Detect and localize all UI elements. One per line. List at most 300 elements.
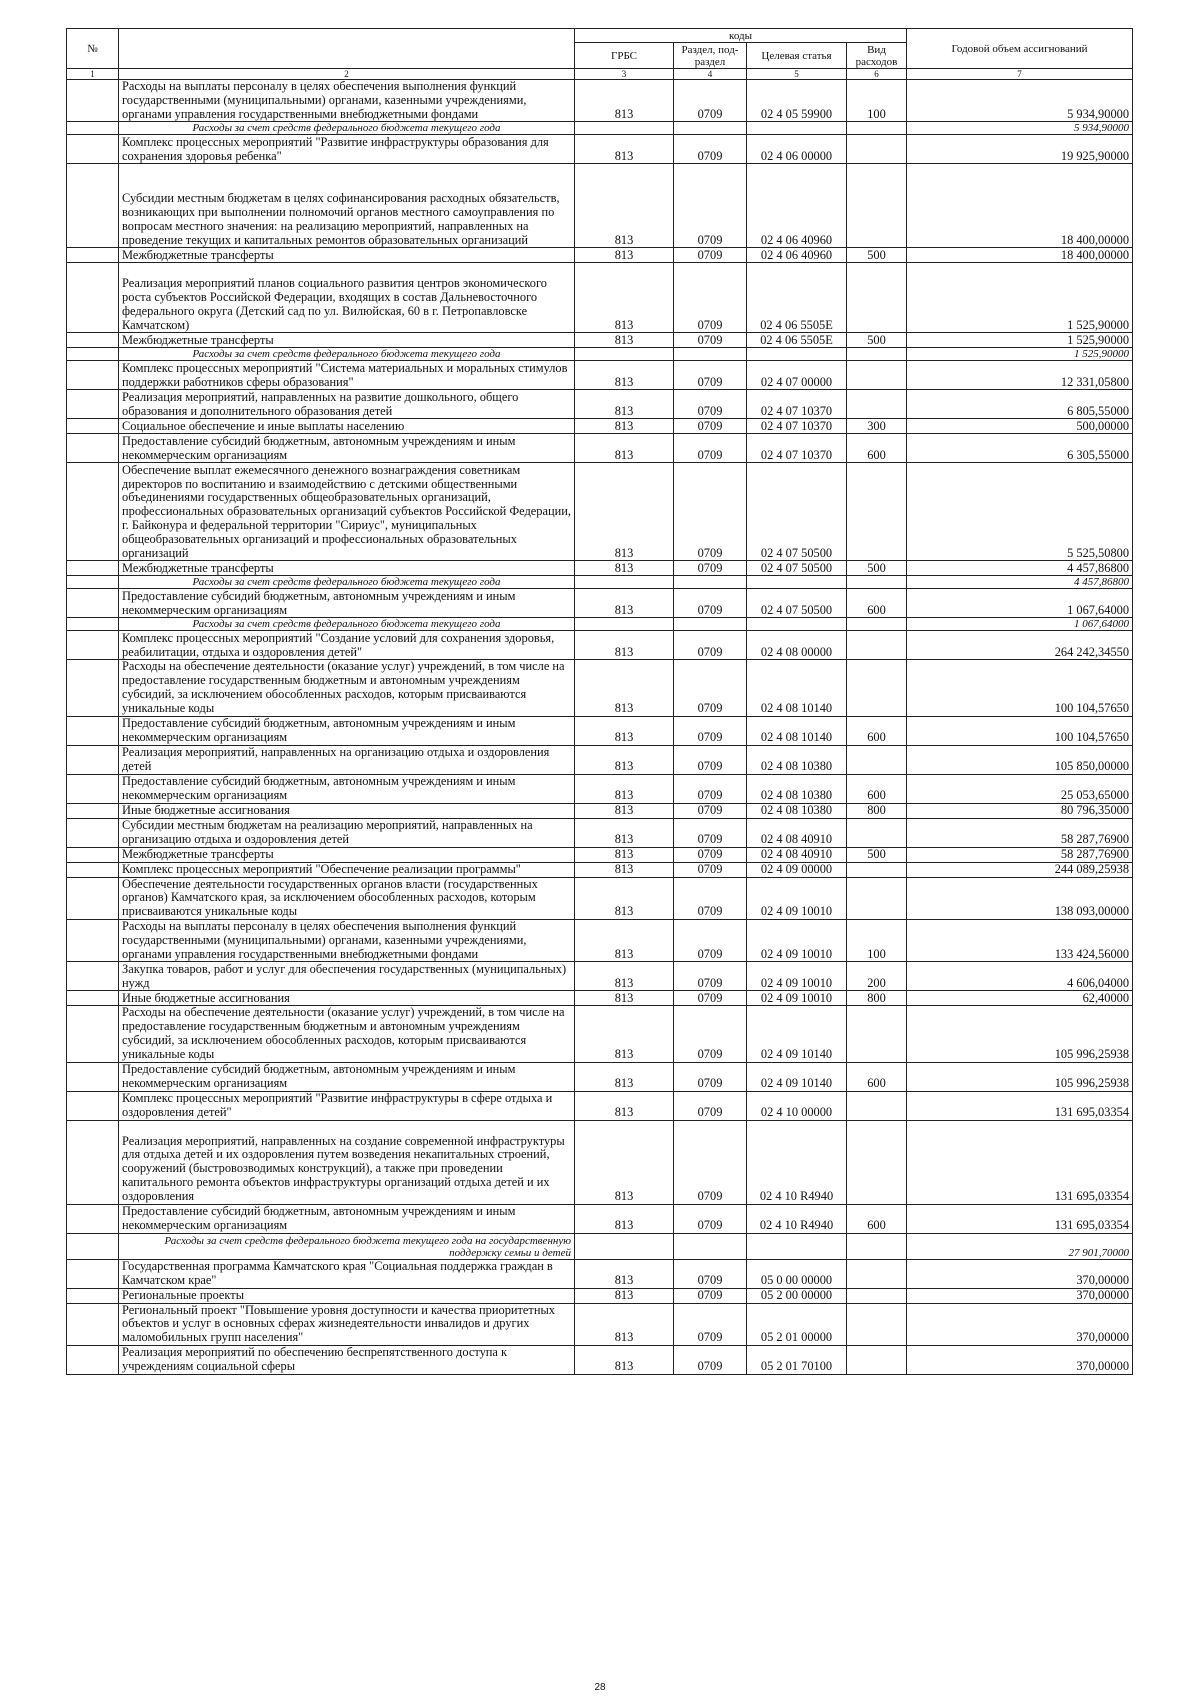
row-razdel: 0709 <box>674 333 747 348</box>
row-number-cell <box>67 390 119 419</box>
row-name: Комплекс процессных мероприятий "Развитие инфраструктуры образования для сохранения здоровья ребенка" <box>119 135 575 164</box>
row-target-article: 02 4 10 R4940 <box>747 1204 847 1233</box>
row-razdel: 0709 <box>674 434 747 463</box>
row-sum: 131 695,03354 <box>907 1120 1133 1204</box>
row-sum: 1 067,64000 <box>907 589 1133 618</box>
row-razdel: 0709 <box>674 589 747 618</box>
table-row <box>67 333 1133 348</box>
row-sum: 133 424,56000 <box>907 919 1133 961</box>
row-number-cell <box>67 333 119 348</box>
row-expense-type: 600 <box>847 716 907 745</box>
row-grbs: 813 <box>575 1120 674 1204</box>
row-target-article <box>747 122 847 135</box>
column-number: 4 <box>674 69 747 80</box>
table-row <box>67 589 1133 618</box>
row-razdel <box>674 122 747 135</box>
row-name: Предоставление субсидий бюджетным, автономным учреждениям и иным некоммерческим организациям <box>119 434 575 463</box>
row-name: Комплекс процессных мероприятий "Обеспечение реализации программы" <box>119 862 575 877</box>
row-grbs: 813 <box>575 1345 674 1374</box>
row-note-sum: 5 934,90000 <box>907 122 1133 135</box>
row-number-cell <box>67 1062 119 1091</box>
row-expense-type <box>847 1091 907 1120</box>
row-number-cell <box>67 248 119 263</box>
row-expense-type <box>847 576 907 589</box>
row-number-cell <box>67 1345 119 1374</box>
row-expense-type: 300 <box>847 419 907 434</box>
row-target-article: 02 4 09 10140 <box>747 1062 847 1091</box>
row-expense-type <box>847 631 907 660</box>
table-row <box>67 164 1133 248</box>
row-grbs: 813 <box>575 1204 674 1233</box>
row-name: Обеспечение деятельности государственных органов власти (государственных органов) Камчатского края, за исключением обособленных расходов, которым присваиваются уникальные коды <box>119 877 575 919</box>
row-grbs: 813 <box>575 962 674 991</box>
row-note-sum: 4 457,86800 <box>907 576 1133 589</box>
row-razdel: 0709 <box>674 1091 747 1120</box>
table-row-note <box>67 122 1133 135</box>
row-number-cell <box>67 660 119 716</box>
row-number-cell <box>67 419 119 434</box>
row-number-cell <box>67 818 119 847</box>
row-number-cell <box>67 618 119 631</box>
row-grbs: 813 <box>575 862 674 877</box>
row-number-cell <box>67 80 119 122</box>
budget-sheet <box>66 28 1132 1375</box>
row-target-article: 02 4 08 10140 <box>747 716 847 745</box>
row-grbs: 813 <box>575 80 674 122</box>
row-grbs: 813 <box>575 1006 674 1062</box>
row-number-cell <box>67 348 119 361</box>
row-note-name: Расходы за счет средств федерального бюджета текущего года <box>119 618 575 631</box>
row-name: Региональные проекты <box>119 1288 575 1303</box>
row-number-cell <box>67 1259 119 1288</box>
row-razdel: 0709 <box>674 248 747 263</box>
row-grbs: 813 <box>575 716 674 745</box>
row-target-article: 02 4 07 00000 <box>747 361 847 390</box>
row-razdel: 0709 <box>674 1345 747 1374</box>
row-grbs: 813 <box>575 774 674 803</box>
row-number-cell <box>67 1120 119 1204</box>
row-name: Расходы на обеспечение деятельности (оказание услуг) учреждений, в том числе на предоставление государственным бюджетным и автономным учреждениям субсидий, за исключением обособленных расходов, которым присваиваются уникальные коды <box>119 660 575 716</box>
row-expense-type: 800 <box>847 991 907 1006</box>
row-sum: 370,00000 <box>907 1288 1133 1303</box>
table-row <box>67 774 1133 803</box>
row-number-cell <box>67 877 119 919</box>
row-name: Расходы на выплаты персоналу в целях обеспечения выполнения функций государственными (муниципальными) органами, казенными учреждениями, органами управления государственными внебюджетными фондами <box>119 80 575 122</box>
row-grbs <box>575 618 674 631</box>
header-expense-type: Вид расходов <box>847 43 907 69</box>
row-name: Реализация мероприятий, направленных на создание современной инфраструктуры для отдыха детей и их оздоровления путем возведения некапитальных строений, сооружений (быстровозводимых конструкций), а также при проведении капитального ремонта объектов инфраструктуры организаций отдыха детей и их оздоровления <box>119 1120 575 1204</box>
row-expense-type: 600 <box>847 589 907 618</box>
row-number-cell <box>67 576 119 589</box>
row-razdel <box>674 618 747 631</box>
row-target-article: 05 0 00 00000 <box>747 1259 847 1288</box>
row-number-cell <box>67 962 119 991</box>
row-expense-type <box>847 877 907 919</box>
row-sum: 19 925,90000 <box>907 135 1133 164</box>
row-target-article: 02 4 09 00000 <box>747 862 847 877</box>
row-razdel: 0709 <box>674 1259 747 1288</box>
row-name: Социальное обеспечение и иные выплаты населению <box>119 419 575 434</box>
column-number: 7 <box>907 69 1133 80</box>
row-razdel: 0709 <box>674 135 747 164</box>
table-row <box>67 1303 1133 1345</box>
row-expense-type <box>847 361 907 390</box>
row-target-article: 02 4 07 50500 <box>747 589 847 618</box>
row-razdel: 0709 <box>674 774 747 803</box>
row-sum: 5 525,50800 <box>907 463 1133 561</box>
row-number-cell <box>67 361 119 390</box>
row-number-cell <box>67 716 119 745</box>
row-target-article: 02 4 09 10140 <box>747 1006 847 1062</box>
row-grbs: 813 <box>575 434 674 463</box>
row-grbs: 813 <box>575 361 674 390</box>
row-expense-type <box>847 862 907 877</box>
row-name: Субсидии местным бюджетам на реализацию мероприятий, направленных на организацию отдыха и оздоровления детей <box>119 818 575 847</box>
row-sum: 18 400,00000 <box>907 164 1133 248</box>
row-target-article: 02 4 08 10140 <box>747 660 847 716</box>
row-expense-type: 100 <box>847 919 907 961</box>
row-target-article <box>747 348 847 361</box>
row-target-article: 02 4 07 10370 <box>747 419 847 434</box>
row-target-article <box>747 618 847 631</box>
row-razdel: 0709 <box>674 1204 747 1233</box>
row-target-article: 02 4 09 10010 <box>747 919 847 961</box>
column-number: 6 <box>847 69 907 80</box>
row-expense-type <box>847 263 907 333</box>
row-grbs: 813 <box>575 561 674 576</box>
row-razdel: 0709 <box>674 463 747 561</box>
table-row <box>67 419 1133 434</box>
row-grbs: 813 <box>575 847 674 862</box>
row-number-cell <box>67 164 119 248</box>
table-row <box>67 263 1133 333</box>
row-sum: 138 093,00000 <box>907 877 1133 919</box>
row-expense-type <box>847 1345 907 1374</box>
row-sum: 370,00000 <box>907 1259 1133 1288</box>
row-grbs: 813 <box>575 248 674 263</box>
header-grbs: ГРБС <box>575 43 674 69</box>
row-number-cell <box>67 434 119 463</box>
row-expense-type: 600 <box>847 1204 907 1233</box>
row-expense-type: 500 <box>847 847 907 862</box>
table-row <box>67 803 1133 818</box>
row-razdel: 0709 <box>674 803 747 818</box>
row-grbs: 813 <box>575 589 674 618</box>
table-row <box>67 463 1133 561</box>
row-razdel: 0709 <box>674 561 747 576</box>
row-razdel: 0709 <box>674 390 747 419</box>
row-grbs: 813 <box>575 745 674 774</box>
row-target-article: 02 4 10 00000 <box>747 1091 847 1120</box>
row-grbs: 813 <box>575 419 674 434</box>
header-codes: коды <box>575 29 907 43</box>
row-target-article: 05 2 01 00000 <box>747 1303 847 1345</box>
row-sum: 131 695,03354 <box>907 1091 1133 1120</box>
row-sum: 12 331,05800 <box>907 361 1133 390</box>
row-sum: 500,00000 <box>907 419 1133 434</box>
row-expense-type <box>847 122 907 135</box>
row-grbs: 813 <box>575 803 674 818</box>
row-razdel: 0709 <box>674 1062 747 1091</box>
table-row <box>67 991 1133 1006</box>
row-target-article: 02 4 08 10380 <box>747 745 847 774</box>
row-name: Расходы на обеспечение деятельности (оказание услуг) учреждений, в том числе на предоставление государственным бюджетным и автономным учреждениям субсидий, за исключением обособленных расходов, которым присваиваются уникальные коды <box>119 1006 575 1062</box>
row-grbs: 813 <box>575 991 674 1006</box>
row-name: Межбюджетные трансферты <box>119 847 575 862</box>
row-name: Реализация мероприятий, направленных на организацию отдыха и оздоровления детей <box>119 745 575 774</box>
row-razdel: 0709 <box>674 1303 747 1345</box>
table-row <box>67 561 1133 576</box>
table-row <box>67 248 1133 263</box>
table-row <box>67 877 1133 919</box>
row-grbs: 813 <box>575 631 674 660</box>
row-target-article: 02 4 06 5505E <box>747 263 847 333</box>
table-row-note <box>67 1233 1133 1259</box>
row-sum: 1 525,90000 <box>907 263 1133 333</box>
row-expense-type <box>847 348 907 361</box>
row-number-cell <box>67 862 119 877</box>
row-razdel: 0709 <box>674 80 747 122</box>
row-number-cell <box>67 803 119 818</box>
row-name: Предоставление субсидий бюджетным, автономным учреждениям и иным некоммерческим организациям <box>119 716 575 745</box>
row-razdel: 0709 <box>674 419 747 434</box>
row-name: Реализация мероприятий, направленных на развитие дошкольного, общего образования и дополнительного образования детей <box>119 390 575 419</box>
row-sum: 6 805,55000 <box>907 390 1133 419</box>
row-grbs: 813 <box>575 877 674 919</box>
header-column-numbers <box>67 69 1133 80</box>
row-razdel: 0709 <box>674 862 747 877</box>
table-header <box>67 29 1133 80</box>
row-grbs: 813 <box>575 463 674 561</box>
row-grbs: 813 <box>575 818 674 847</box>
row-target-article: 05 2 00 00000 <box>747 1288 847 1303</box>
row-expense-type <box>847 1259 907 1288</box>
header-num: № <box>67 29 119 69</box>
row-expense-type: 500 <box>847 561 907 576</box>
row-expense-type: 200 <box>847 962 907 991</box>
table-row <box>67 745 1133 774</box>
row-sum: 105 996,25938 <box>907 1006 1133 1062</box>
table-body <box>67 80 1133 1375</box>
row-name: Субсидии местным бюджетам в целях софинансирования расходных обязательств, возникающих при выполнении полномочий органов местного самоуправления по вопросам местного значения: на реализацию мероприятий, направленных на проведение текущих и капитальных ремонтов образовательных организаций <box>119 164 575 248</box>
row-grbs: 813 <box>575 1091 674 1120</box>
row-sum: 105 850,00000 <box>907 745 1133 774</box>
row-sum: 80 796,35000 <box>907 803 1133 818</box>
row-sum: 18 400,00000 <box>907 248 1133 263</box>
row-razdel: 0709 <box>674 877 747 919</box>
row-sum: 105 996,25938 <box>907 1062 1133 1091</box>
row-number-cell <box>67 1204 119 1233</box>
row-note-name: Расходы за счет средств федерального бюджета текущего года <box>119 348 575 361</box>
table-row <box>67 862 1133 877</box>
row-name: Межбюджетные трансферты <box>119 333 575 348</box>
row-number-cell <box>67 745 119 774</box>
row-name: Реализация мероприятий планов социального развития центров экономического роста субъектов Российской Федерации, входящих в состав Дальневосточного федерального округа (Детский сад по ул. Вилюйская, 60 в г. Петропавловске Камчатском) <box>119 263 575 333</box>
row-expense-type: 100 <box>847 80 907 122</box>
header-total: Годовой объем ассигнований <box>907 29 1133 69</box>
table-row <box>67 1062 1133 1091</box>
row-name: Иные бюджетные ассигнования <box>119 991 575 1006</box>
row-name: Региональный проект "Повышение уровня доступности и качества приоритетных объектов и услуг в основных сферах жизнедеятельности инвалидов и других маломобильных групп населения" <box>119 1303 575 1345</box>
table-row <box>67 135 1133 164</box>
row-target-article: 02 4 07 10370 <box>747 390 847 419</box>
row-number-cell <box>67 135 119 164</box>
table-row <box>67 847 1133 862</box>
row-number-cell <box>67 561 119 576</box>
row-sum: 1 525,90000 <box>907 333 1133 348</box>
header-name <box>119 29 575 69</box>
row-sum: 264 242,34550 <box>907 631 1133 660</box>
row-expense-type <box>847 1120 907 1204</box>
table-row <box>67 631 1133 660</box>
row-number-cell <box>67 847 119 862</box>
row-razdel: 0709 <box>674 962 747 991</box>
row-name: Расходы на выплаты персоналу в целях обеспечения выполнения функций государственными (муниципальными) органами, казенными учреждениями, органами управления государственными внебюджетными фондами <box>119 919 575 961</box>
row-expense-type: 600 <box>847 1062 907 1091</box>
row-razdel: 0709 <box>674 919 747 961</box>
column-number: 1 <box>67 69 119 80</box>
row-note-name: Расходы за счет средств федерального бюджета текущего года на государственную поддержку семьи и детей <box>119 1233 575 1259</box>
row-razdel <box>674 1233 747 1259</box>
row-grbs: 813 <box>575 390 674 419</box>
column-number: 3 <box>575 69 674 80</box>
row-sum: 58 287,76900 <box>907 847 1133 862</box>
row-expense-type <box>847 745 907 774</box>
table-row <box>67 1204 1133 1233</box>
row-name: Иные бюджетные ассигнования <box>119 803 575 818</box>
row-name: Комплекс процессных мероприятий "Система материальных и моральных стимулов поддержки работников сферы образования" <box>119 361 575 390</box>
row-number-cell <box>67 991 119 1006</box>
row-razdel: 0709 <box>674 991 747 1006</box>
row-sum: 370,00000 <box>907 1303 1133 1345</box>
row-razdel: 0709 <box>674 660 747 716</box>
row-grbs: 813 <box>575 1062 674 1091</box>
row-target-article <box>747 1233 847 1259</box>
row-number-cell <box>67 263 119 333</box>
column-number: 2 <box>119 69 575 80</box>
row-note-name: Расходы за счет средств федерального бюджета текущего года <box>119 122 575 135</box>
row-note-sum: 27 901,70000 <box>907 1233 1133 1259</box>
table-row-note <box>67 618 1133 631</box>
row-target-article: 02 4 08 40910 <box>747 847 847 862</box>
row-razdel: 0709 <box>674 631 747 660</box>
row-target-article: 02 4 07 50500 <box>747 463 847 561</box>
table-row <box>67 1120 1133 1204</box>
row-name: Предоставление субсидий бюджетным, автономным учреждениям и иным некоммерческим организациям <box>119 1062 575 1091</box>
row-target-article: 02 4 09 10010 <box>747 962 847 991</box>
row-razdel: 0709 <box>674 818 747 847</box>
row-target-article: 02 4 08 10380 <box>747 803 847 818</box>
row-razdel <box>674 348 747 361</box>
column-number: 5 <box>747 69 847 80</box>
row-expense-type <box>847 660 907 716</box>
header-razdel: Раздел, под-раздел <box>674 43 747 69</box>
row-name: Обеспечение выплат ежемесячного денежного вознаграждения советникам директоров по воспитанию и взаимодействию с детскими общественными объединениями государственных общеобразовательных организаций, профессиональных образовательных организаций субъектов Российской Федерации, г. Байконура и федеральной территории "Сириус", муниципальных общеобразовательных организаций и профессиональных образовательных организаций <box>119 463 575 561</box>
row-razdel: 0709 <box>674 716 747 745</box>
row-razdel: 0709 <box>674 847 747 862</box>
row-number-cell <box>67 589 119 618</box>
row-expense-type <box>847 135 907 164</box>
row-expense-type <box>847 390 907 419</box>
row-grbs: 813 <box>575 164 674 248</box>
row-name: Комплекс процессных мероприятий "Создание условий для сохранения здоровья, реабилитации, отдыха и оздоровления детей" <box>119 631 575 660</box>
table-row <box>67 390 1133 419</box>
row-name: Межбюджетные трансферты <box>119 561 575 576</box>
row-razdel: 0709 <box>674 361 747 390</box>
table-row-note <box>67 576 1133 589</box>
row-razdel <box>674 576 747 589</box>
table-row-note <box>67 348 1133 361</box>
row-name: Предоставление субсидий бюджетным, автономным учреждениям и иным некоммерческим организациям <box>119 1204 575 1233</box>
row-number-cell <box>67 1233 119 1259</box>
row-expense-type: 800 <box>847 803 907 818</box>
row-grbs <box>575 1233 674 1259</box>
row-target-article: 02 4 05 59900 <box>747 80 847 122</box>
row-target-article: 02 4 08 00000 <box>747 631 847 660</box>
row-razdel: 0709 <box>674 745 747 774</box>
row-sum: 370,00000 <box>907 1345 1133 1374</box>
table-row <box>67 660 1133 716</box>
row-expense-type <box>847 164 907 248</box>
row-sum: 4 606,04000 <box>907 962 1133 991</box>
row-target-article: 02 4 06 40960 <box>747 164 847 248</box>
table-row <box>67 434 1133 463</box>
table-row <box>67 1091 1133 1120</box>
row-grbs: 813 <box>575 1288 674 1303</box>
row-target-article: 02 4 09 10010 <box>747 991 847 1006</box>
row-sum: 100 104,57650 <box>907 716 1133 745</box>
row-sum: 6 305,55000 <box>907 434 1133 463</box>
row-target-article: 05 2 01 70100 <box>747 1345 847 1374</box>
row-target-article <box>747 576 847 589</box>
row-razdel: 0709 <box>674 1288 747 1303</box>
row-number-cell <box>67 631 119 660</box>
row-grbs: 813 <box>575 333 674 348</box>
row-expense-type <box>847 818 907 847</box>
row-target-article: 02 4 08 10380 <box>747 774 847 803</box>
row-razdel: 0709 <box>674 1006 747 1062</box>
row-number-cell <box>67 122 119 135</box>
row-sum: 58 287,76900 <box>907 818 1133 847</box>
row-expense-type <box>847 1006 907 1062</box>
row-grbs: 813 <box>575 660 674 716</box>
row-target-article: 02 4 06 40960 <box>747 248 847 263</box>
row-number-cell <box>67 1288 119 1303</box>
row-number-cell <box>67 1303 119 1345</box>
row-note-sum: 1 067,64000 <box>907 618 1133 631</box>
row-expense-type: 600 <box>847 774 907 803</box>
row-target-article: 02 4 09 10010 <box>747 877 847 919</box>
table-row <box>67 1345 1133 1374</box>
table-row <box>67 1006 1133 1062</box>
row-note-sum: 1 525,90000 <box>907 348 1133 361</box>
row-target-article: 02 4 06 00000 <box>747 135 847 164</box>
row-sum: 5 934,90000 <box>907 80 1133 122</box>
row-name: Реализация мероприятий по обеспечению беспрепятственного доступа к учреждениям социальной сферы <box>119 1345 575 1374</box>
row-note-name: Расходы за счет средств федерального бюджета текущего года <box>119 576 575 589</box>
row-grbs: 813 <box>575 263 674 333</box>
row-grbs <box>575 576 674 589</box>
row-expense-type <box>847 618 907 631</box>
row-sum: 25 053,65000 <box>907 774 1133 803</box>
row-expense-type <box>847 463 907 561</box>
row-number-cell <box>67 1091 119 1120</box>
row-name: Предоставление субсидий бюджетным, автономным учреждениям и иным некоммерческим организациям <box>119 589 575 618</box>
row-target-article: 02 4 07 50500 <box>747 561 847 576</box>
table-row <box>67 1288 1133 1303</box>
row-name: Межбюджетные трансферты <box>119 248 575 263</box>
row-expense-type <box>847 1233 907 1259</box>
